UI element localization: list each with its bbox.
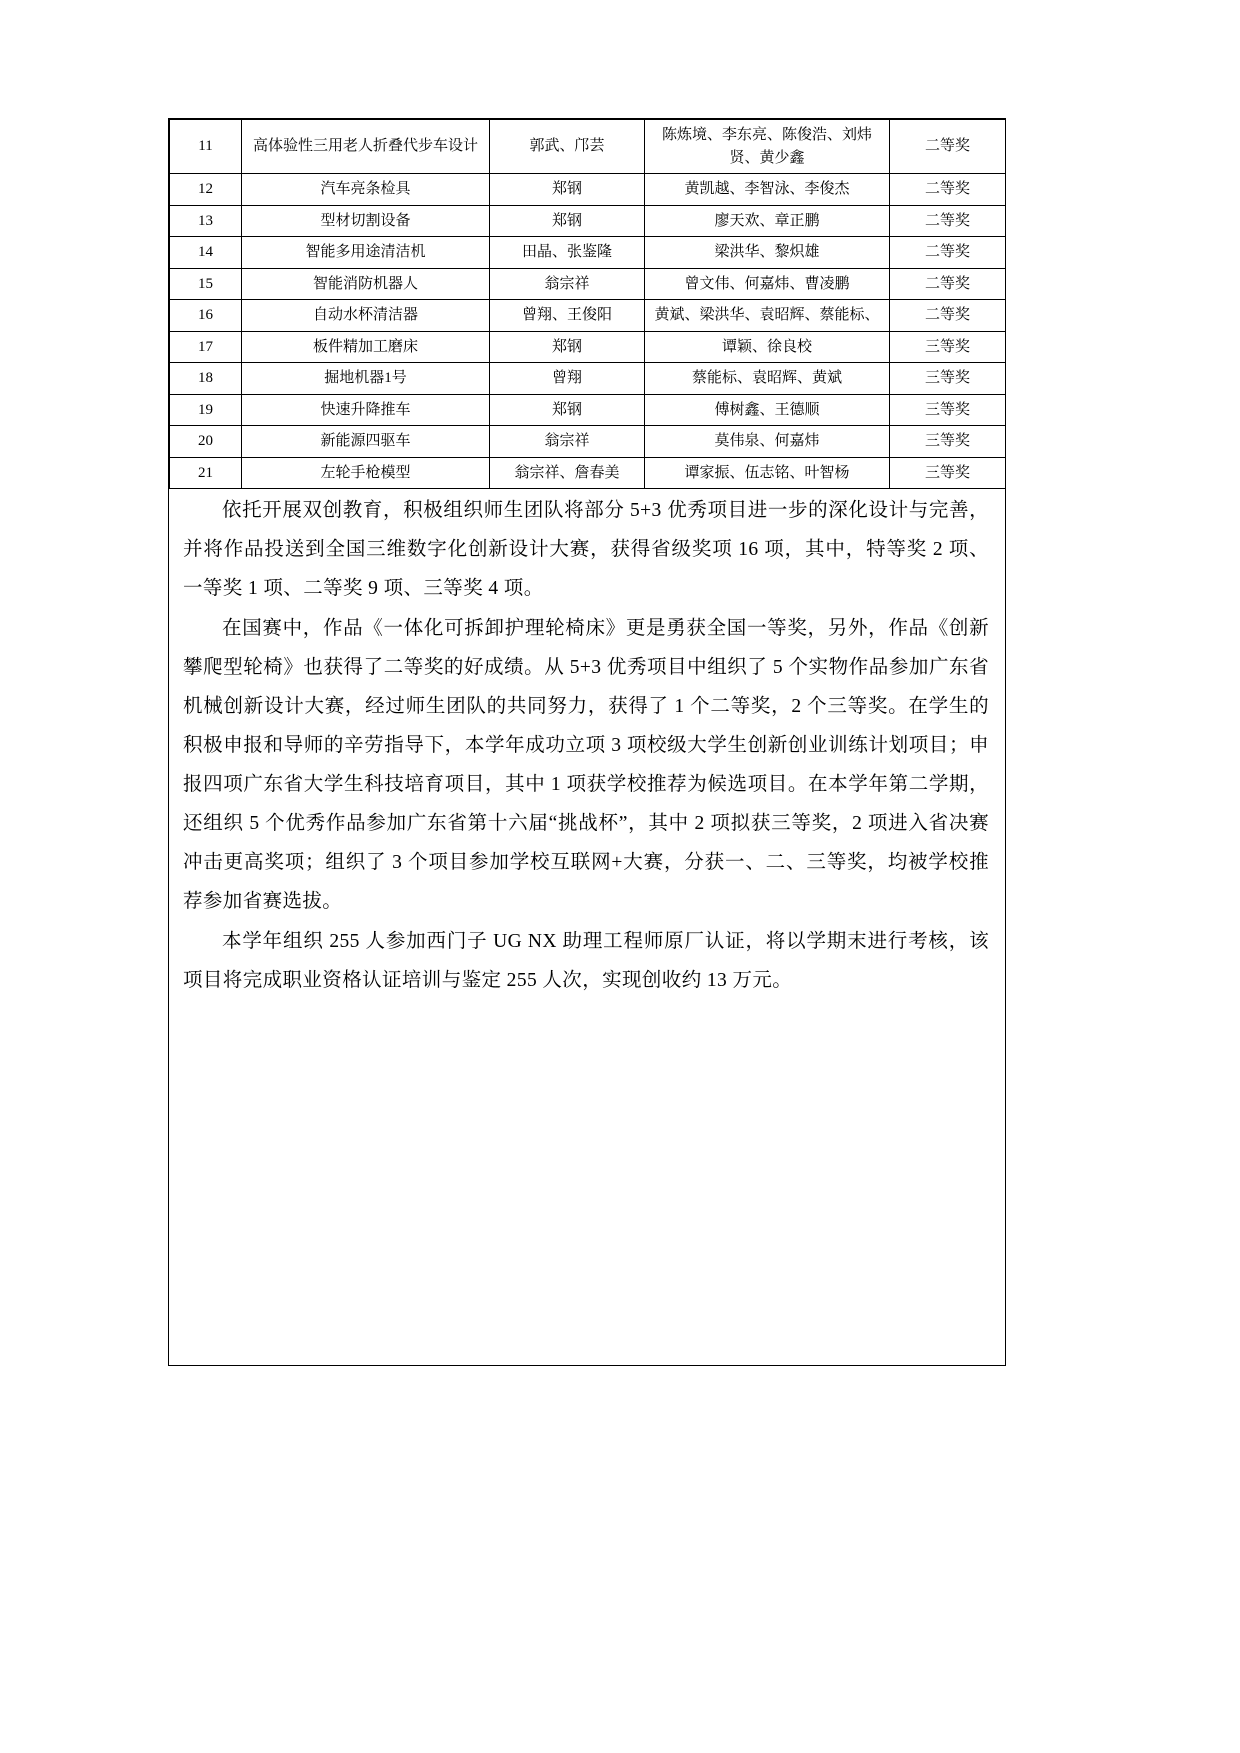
- cell-no: 13: [170, 205, 242, 237]
- table-row: [170, 426, 1006, 458]
- cell-no: 12: [170, 174, 242, 206]
- cell-award: 二等奖: [890, 174, 1006, 206]
- cell-teacher: 郑钢: [490, 394, 645, 426]
- cell-no: 15: [170, 268, 242, 300]
- cell-students: 谭颖、徐良校: [645, 331, 890, 363]
- cell-teacher: 郑钢: [490, 331, 645, 363]
- paragraph-1: 依托开展双创教育，积极组织师生团队将部分 5+3 优秀项目进一步的深化设计与完善，并将作品投送到全国三维数字化创新设计大赛，获得省级奖项 16 项，其中，特等奖 2 项、一等奖 1 项、二等奖 9 项、三等奖 4 项。: [183, 500, 989, 599]
- cell-award: 三等奖: [890, 394, 1006, 426]
- paragraph-3: 本学年组织 255 人参加西门子 UG NX 助理工程师原厂认证，将以学期末进行考核，该项目将完成职业资格认证培训与鉴定 255 人次，实现创收约 13 万元。: [183, 931, 989, 991]
- cell-award: 三等奖: [890, 426, 1006, 458]
- cell-name: 板件精加工磨床: [242, 331, 490, 363]
- cell-award: 二等奖: [890, 300, 1006, 332]
- cell-teacher: 郭武、邝芸: [490, 120, 645, 174]
- projects-table: [169, 119, 1006, 489]
- cell-name: 智能消防机器人: [242, 268, 490, 300]
- cell-students: 曾文伟、何嘉炜、曹凌鹏: [645, 268, 890, 300]
- cell-students: 莫伟泉、何嘉炜: [645, 426, 890, 458]
- cell-no: 20: [170, 426, 242, 458]
- cell-teacher: 翁宗祥: [490, 268, 645, 300]
- table-row: [170, 237, 1006, 269]
- cell-students: 梁洪华、黎炽雄: [645, 237, 890, 269]
- cell-students: 廖天欢、章正鹏: [645, 205, 890, 237]
- cell-name: 高体验性三用老人折叠代步车设计: [242, 120, 490, 174]
- cell-award: 三等奖: [890, 457, 1006, 489]
- cell-no: 21: [170, 457, 242, 489]
- cell-teacher: 郑钢: [490, 205, 645, 237]
- cell-no: 19: [170, 394, 242, 426]
- table-row: [170, 363, 1006, 395]
- table-row: [170, 268, 1006, 300]
- cell-students: 黄斌、梁洪华、袁昭辉、蔡能标、: [645, 300, 890, 332]
- cell-award: 二等奖: [890, 237, 1006, 269]
- table-row: [170, 120, 1006, 174]
- table-row: [170, 174, 1006, 206]
- cell-students: 谭家振、伍志铭、叶智杨: [645, 457, 890, 489]
- cell-award: 二等奖: [890, 205, 1006, 237]
- cell-award: 二等奖: [890, 120, 1006, 174]
- cell-name: 型材切割设备: [242, 205, 490, 237]
- cell-no: 18: [170, 363, 242, 395]
- cell-award: 三等奖: [890, 363, 1006, 395]
- cell-name: 自动水杯清洁器: [242, 300, 490, 332]
- projects-table-body: [170, 120, 1006, 489]
- cell-award: 三等奖: [890, 331, 1006, 363]
- cell-no: 11: [170, 120, 242, 174]
- cell-students: 陈炼境、李东亮、陈俊浩、刘炜贤、黄少鑫: [645, 120, 890, 174]
- cell-teacher: 郑钢: [490, 174, 645, 206]
- cell-teacher: 曾翔: [490, 363, 645, 395]
- cell-no: 14: [170, 237, 242, 269]
- cell-name: 左轮手枪模型: [242, 457, 490, 489]
- cell-teacher: 曾翔、王俊阳: [490, 300, 645, 332]
- page-content: [169, 119, 1005, 1001]
- body-text: [169, 491, 1005, 1000]
- cell-teacher: 翁宗祥、詹春美: [490, 457, 645, 489]
- cell-students: 黄凯越、李智泳、李俊杰: [645, 174, 890, 206]
- cell-name: 快速升降推车: [242, 394, 490, 426]
- table-row: [170, 331, 1006, 363]
- table-row: [170, 394, 1006, 426]
- cell-name: 掘地机器1号: [242, 363, 490, 395]
- cell-no: 16: [170, 300, 242, 332]
- cell-award: 二等奖: [890, 268, 1006, 300]
- cell-students: 蔡能标、袁昭辉、黄斌: [645, 363, 890, 395]
- cell-no: 17: [170, 331, 242, 363]
- table-row: [170, 457, 1006, 489]
- cell-name: 智能多用途清洁机: [242, 237, 490, 269]
- cell-teacher: 翁宗祥: [490, 426, 645, 458]
- table-row: [170, 300, 1006, 332]
- paragraph-2: 在国赛中，作品《一体化可拆卸护理轮椅床》更是勇获全国一等奖，另外，作品《创新攀爬型轮椅》也获得了二等奖的好成绩。从 5+3 优秀项目中组织了 5 个实物作品参加广东省机械创新设计大赛，经过师生团队的共同努力，获得了 1 个二等奖，2 个三等奖。在学生的积极申报和导师的辛劳指导下，本学年成功立项 3 项校级大学生创新创业训练计划项目；申报四项广东省大学生科技培育项目，其中 1 项获学校推荐为候选项目。在本学年第二学期，还组织 5 个优秀作品参加广东省第十六届“挑战杯”，其中 2 项拟获三等奖，2 项进入省决赛冲击更高奖项；组织了 3 个项目参加学校互联网+大赛，分获一、二、三等奖，均被学校推荐参加省赛选拔。: [183, 618, 989, 912]
- table-row: [170, 205, 1006, 237]
- cell-teacher: 田晶、张鉴隆: [490, 237, 645, 269]
- cell-name: 新能源四驱车: [242, 426, 490, 458]
- cell-name: 汽车亮条检具: [242, 174, 490, 206]
- cell-students: 傅树鑫、王德顺: [645, 394, 890, 426]
